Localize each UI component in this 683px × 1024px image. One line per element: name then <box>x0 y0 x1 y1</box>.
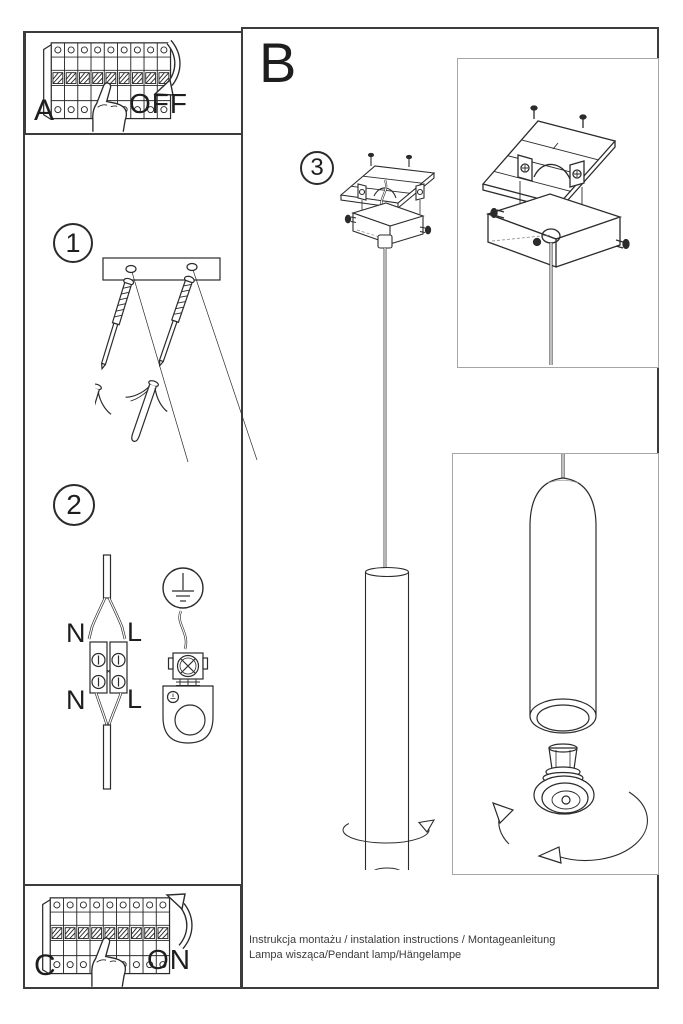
terminal-label-neutral-top: N <box>66 618 86 648</box>
step-2-badge <box>53 484 95 526</box>
pendant-lamp-assembly-illustration <box>330 140 470 870</box>
caption-line-1: Instrukcja montażu / instalation instructions / Montageanleitung <box>249 934 556 946</box>
caption-line-2: Lampa wisząca/Pendant lamp/Hängelampe <box>249 949 462 961</box>
page-left-border <box>23 31 25 989</box>
step-1-number: 1 <box>65 227 81 258</box>
sheet-caption <box>249 933 555 963</box>
panel-a-letter: A <box>34 94 55 127</box>
off-label: OFF <box>129 88 188 119</box>
earth-ground-symbol <box>163 568 203 608</box>
terminal-label-neutral-bottom: N <box>66 685 86 715</box>
step-3-number: 3 <box>310 154 324 181</box>
terminal-label-live-bottom: L <box>127 684 143 714</box>
drilling-screws-illustration <box>95 250 300 470</box>
on-label: ON <box>147 944 191 975</box>
detail-box-ceiling-mount <box>457 58 659 368</box>
step-1-badge <box>53 223 93 263</box>
curved-arrow-up-icon <box>150 892 196 952</box>
detail-box-bulb-insert <box>452 453 659 875</box>
bulb-insert-detail-illustration <box>453 454 658 874</box>
panel-c-letter: C <box>34 949 56 982</box>
step-3-badge <box>300 151 334 185</box>
panel-c-power-on <box>23 884 242 989</box>
ceiling-mount-detail-illustration <box>458 59 658 367</box>
step-2-number: 2 <box>66 489 82 520</box>
panel-a-power-off <box>24 31 244 135</box>
panel-b-letter: B <box>259 31 297 94</box>
terminal-label-live-top: L <box>127 617 143 647</box>
